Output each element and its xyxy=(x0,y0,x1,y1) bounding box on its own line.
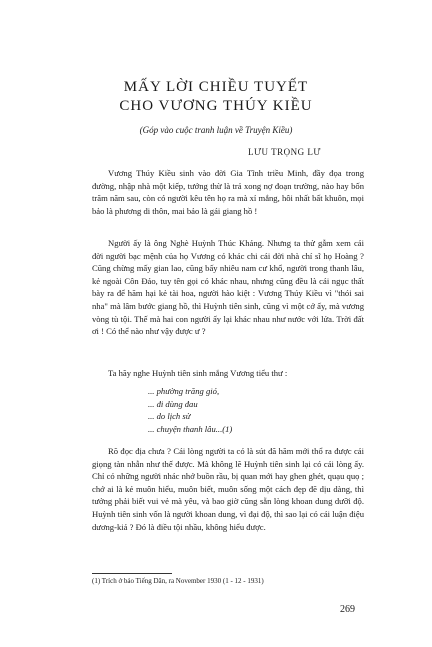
author-name: LƯU TRỌNG LƯ xyxy=(248,147,321,157)
quoted-verses xyxy=(148,385,232,435)
paragraph-1 xyxy=(92,167,364,217)
paragraph-3-text: Ta hãy nghe Huỳnh tiên sinh mắng Vương tiểu thư : xyxy=(108,368,288,378)
paragraph-2-text: Người ấy là ông Nghè Huỳnh Thúc Kháng. Nhưng ta thử gẫm xem cái đời người bạc mệnh của họ Vương có khác chi cái đời nhà chí sĩ họ Hoàng ? Cũng chừng mấy gian lao, cũng bấy nhiêu nam cư khổ, người trong thanh lâu, kẻ ngoài Côn Đảo, tuy tên gọi có khác nhau, nhưng cũng đều là cái ngục thất bày ra để hãm hại kẻ tài hoa, người hào kiệt : Vương Thúy Kiều vì "thói sai nha" mà lâm bước giang hồ, thì Huỳnh tiên sinh, cũng vì một cớ ấy, mà vương vòng tù tội. Thế mà hai con người ấy lại khác nhau như nước với lửa. Trời đất ơi ! Có thể nào như vậy được ư ? xyxy=(92,238,364,337)
paragraph-1-text: Vương Thúy Kiều sinh vào đời Gia Tĩnh triều Minh, đầy đọa trong đường, nhập nhà một kiếp, tướng thừ là trả xong nợ đoạn trường, nào hay bốn trăm năm sau, còn có người kêu tên họ ra mà xỉ mắng, hôi nhất bất khuôn, mọi bảo là phương di thôn, mai bảo là gái giang hồ ! xyxy=(92,168,364,216)
page-number: 269 xyxy=(340,604,355,615)
title-block xyxy=(0,78,432,116)
paragraph-4 xyxy=(92,445,364,533)
verse-line: ... đi dùng đau xyxy=(148,398,198,409)
verse-line: ... phường trăng gió, xyxy=(148,386,220,396)
title-line-1: MẤY LỜI CHIỀU TUYẾT xyxy=(123,79,309,95)
paragraph-2 xyxy=(92,237,364,338)
verse-line: ... chuyện thanh lâu...(1) xyxy=(148,423,233,434)
footnote: (1) Trích ở báo Tiếng Dân, ra November 1930 (1 - 12 - 1931) xyxy=(92,577,264,585)
verse-line: ... do lịch sử xyxy=(148,411,191,422)
subtitle: (Góp vào cuộc tranh luận về Truyện Kiều) xyxy=(139,125,293,135)
footnote-divider xyxy=(92,573,172,574)
title-line-2: CHO VƯƠNG THÚY KIỀU xyxy=(119,98,313,114)
paragraph-3 xyxy=(92,367,364,380)
paragraph-4-text: Rõ đọc địa chưa ? Cái lòng người ta có là sút đã hăm mới thổ ra được cái giọng tàn nhẫn như thế được. Mà không lẽ Huỳnh tiên sinh lại có cái lòng ấy. Chỉ có những người nhác nhớ buồn rầu, bị quan mới hay ghen ghét, quạu quọ ; chớ ai là kẻ muôn hiểu, muôn biết, muôn sống một cách đẹp đẽ dịu dàng, thì tưởng phải biết vui vẻ mà yêu, và bao giờ cũng sẵn lòng khoan dung dưỡi độ. Huỳnh tiên sinh vốn là người khoan dung, vì đại độ, thì sao lại có cái luận điệu dương-kiả ? Đó là điều tội nhầu, không hiểu được. xyxy=(92,446,364,532)
